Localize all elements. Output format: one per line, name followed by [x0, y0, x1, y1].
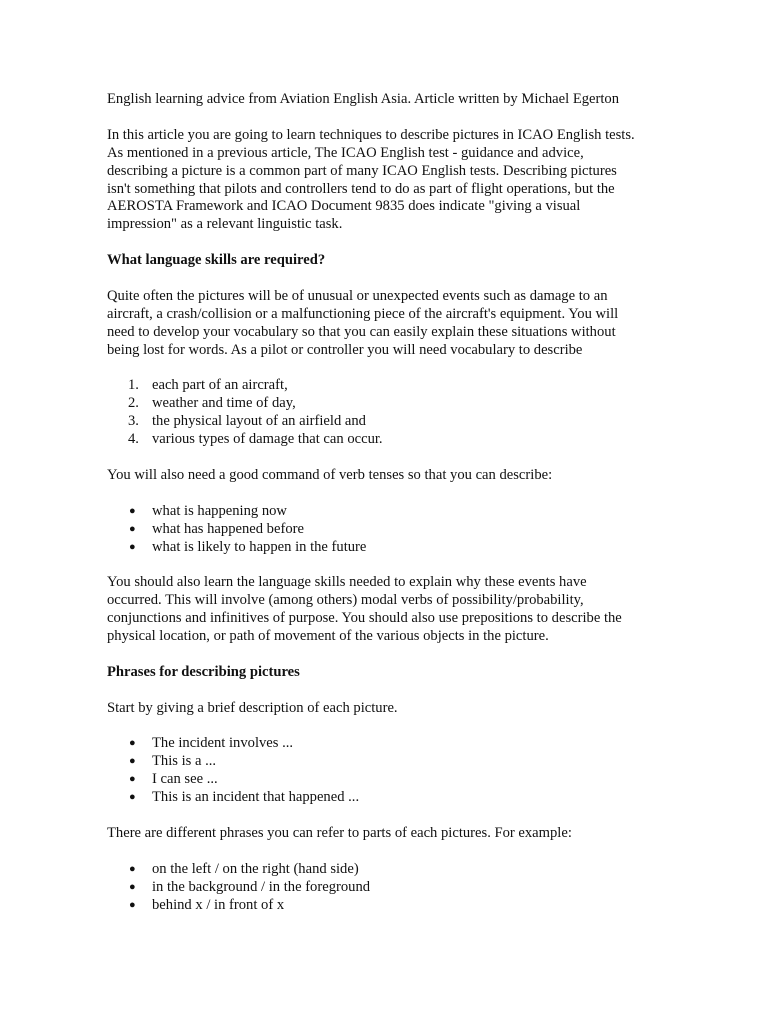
list-item [107, 431, 667, 449]
bullet-icon: ● [129, 504, 136, 517]
vocabulary-list [107, 377, 667, 449]
paragraph-4: You should also learn the language skills needed to explain why these events have occurred. This will involve (among others) modal verbs of possibility/probability, conjunctions and infinitives of purpose. You should also use prepositions to describe the physical location, or path of movement of the various objects in the picture. [107, 574, 622, 645]
list-number: 4. [128, 431, 139, 448]
list-item [107, 735, 667, 753]
list-item-text: what is likely to happen in the future [152, 538, 367, 555]
list-item-text: the physical layout of an airfield and [152, 413, 366, 430]
bullet-icon: ● [129, 773, 136, 786]
paragraph-1: In this article you are going to learn techniques to describe pictures in ICAO English tests. As mentioned in a previous article, The ICAO English test - guidance and advice, describing a picture is a common part of many ICAO English tests. Describing pictures isn't something that pilots and controllers tend to do as part of flight operations, but the AEROSTA Framework and ICAO Document 9835 does indicate "giving a visual impression" as a relevant linguistic task. [107, 126, 635, 233]
paragraph-5: Start by giving a brief description of each picture. [107, 699, 398, 716]
list-item-text: This is an incident that happened ... [152, 789, 360, 806]
list-item [107, 395, 667, 413]
list-item-text: what is happening now [152, 502, 287, 519]
list-item-text: I can see ... [152, 771, 218, 788]
bullet-icon: ● [129, 522, 136, 535]
paragraph-2: Quite often the pictures will be of unusual or unexpected events such as damage to an aircraft, a crash/collision or a malfunctioning piece of the aircraft's equipment. You will need to develop your vocabulary so that you can easily explain these situations without being lost for words. As a pilot or controller you will need vocabulary to describe [107, 287, 619, 358]
list-number: 3. [128, 413, 139, 430]
position-phrase-list [107, 861, 667, 915]
document-page [107, 91, 667, 932]
list-item-text: This is a ... [152, 753, 217, 770]
list-item [107, 789, 667, 807]
bullet-icon: ● [129, 898, 136, 911]
bullet-icon: ● [129, 862, 136, 875]
list-item-text: behind x / in front of x [152, 896, 285, 913]
bullet-icon: ● [129, 737, 136, 750]
list-item [107, 377, 667, 395]
list-item [107, 413, 667, 431]
list-item [107, 771, 667, 789]
bullet-icon: ● [129, 755, 136, 768]
list-number: 2. [128, 395, 139, 412]
paragraph-6: There are different phrases you can refer to parts of each pictures. For example: [107, 824, 572, 841]
list-item [107, 539, 667, 557]
list-item-text: The incident involves ... [152, 735, 294, 752]
bullet-icon: ● [129, 880, 136, 893]
list-number: 1. [128, 377, 139, 394]
bullet-icon: ● [129, 540, 136, 553]
list-item [107, 521, 667, 539]
heading-language-skills: What language skills are required? [107, 252, 326, 269]
bullet-icon: ● [129, 791, 136, 804]
list-item-text: various types of damage that can occur. [152, 431, 383, 448]
list-item-text: each part of an aircraft, [152, 377, 288, 394]
description-phrase-list [107, 735, 667, 807]
list-item [107, 753, 667, 771]
list-item [107, 879, 667, 897]
list-item-text: in the background / in the foreground [152, 878, 371, 895]
list-item [107, 861, 667, 879]
intro-paragraph: English learning advice from Aviation English Asia. Article written by Michael Egerton [107, 91, 620, 107]
list-item [107, 503, 667, 521]
verb-tense-list [107, 503, 667, 557]
list-item-text: weather and time of day, [152, 395, 296, 412]
paragraph-3: You will also need a good command of verb tenses so that you can describe: [107, 466, 553, 483]
list-item-text: what has happened before [152, 520, 304, 537]
list-item [107, 897, 667, 915]
list-item-text: on the left / on the right (hand side) [152, 860, 359, 877]
heading-phrases: Phrases for describing pictures [107, 663, 300, 680]
